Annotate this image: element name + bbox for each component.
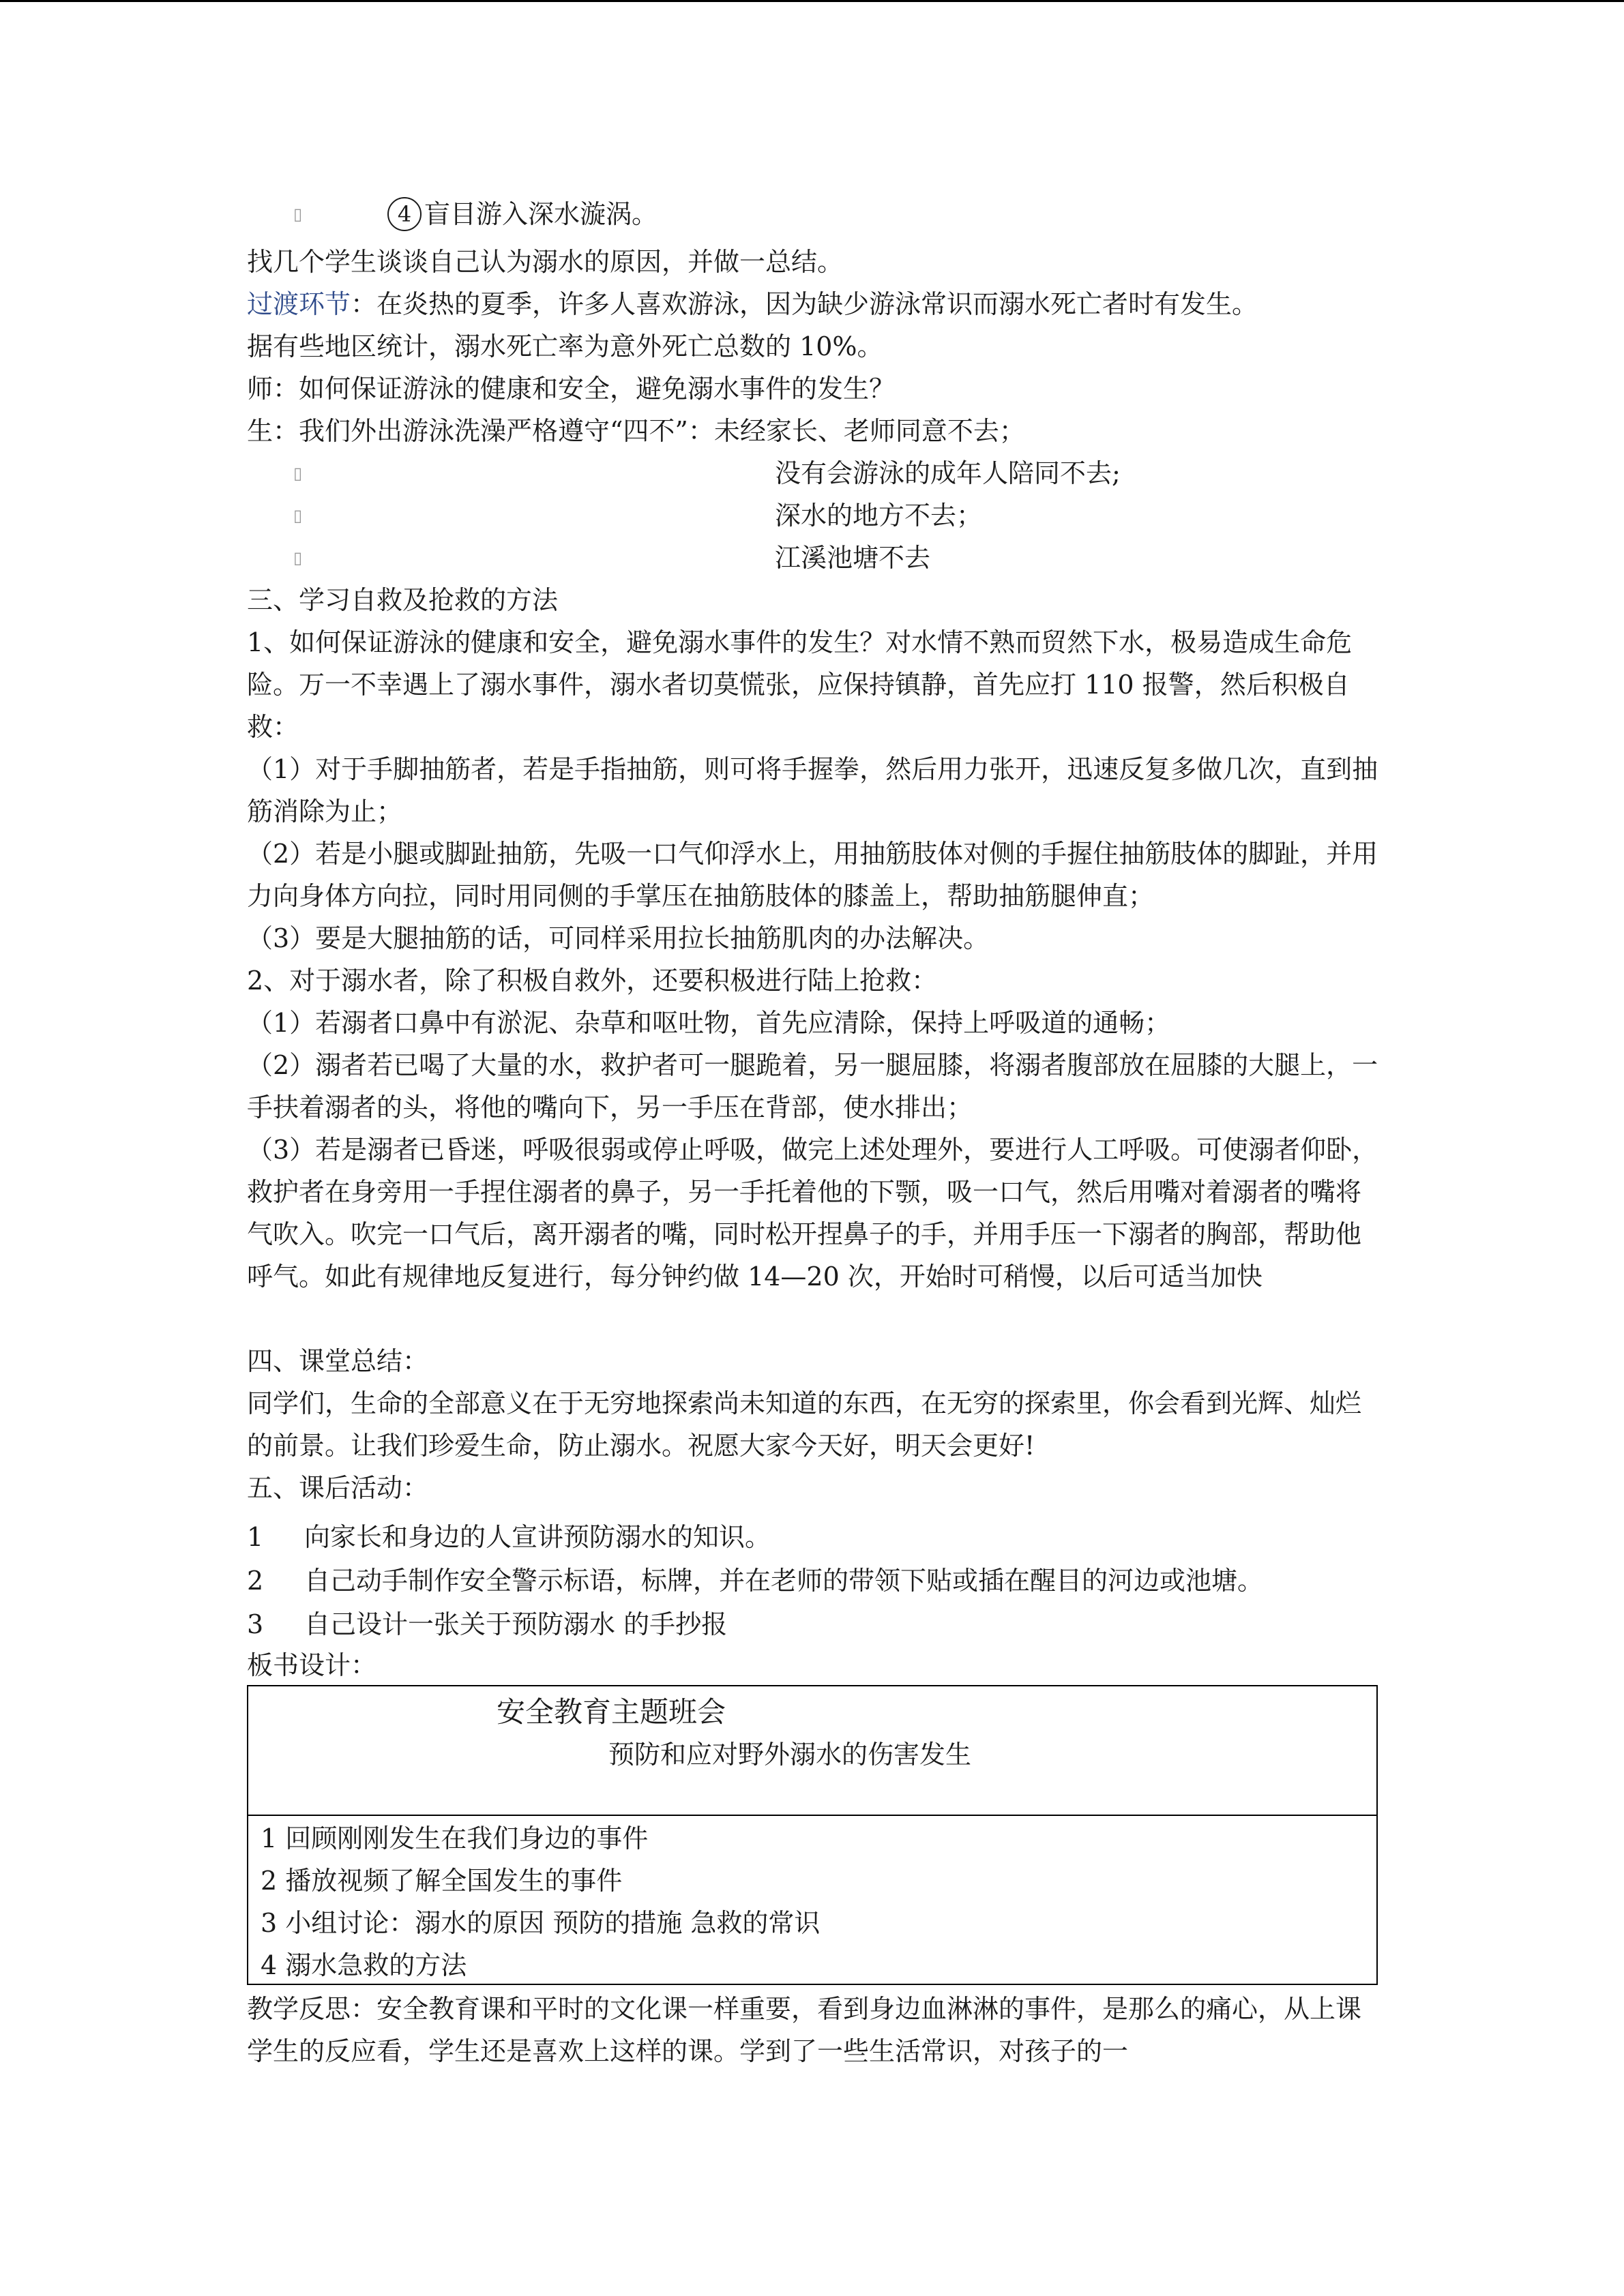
paragraph-summary: 同学们，生命的全部意义在于无穷地探索尚未知道的东西，在无穷的探索里，你会看到光辉、灿烂的前景。让我们珍爱生命，防止溺水。祝愿大家今天好，明天会更好!	[247, 1388, 1362, 1461]
paragraph-self-rescue: 1、如何保证游泳的健康和安全，避免溺水事件的发生？对水情不熟而贸然下水，极易造成生命危险。万一不幸遇上了溺水事件，溺水者切莫慌张，应保持镇静，首先应打 110 报警，然后积极自救：	[247, 627, 1353, 742]
line-text: 盲目游入深水漩涡。	[424, 199, 658, 229]
activity-text: 自己动手制作安全警示标语，标牌，并在老师的带领下贴或插在醒目的河边或池塘。	[304, 1566, 1264, 1596]
paragraph-land-rescue: 2、对于溺水者，除了积极自救外，还要积极进行陆上抢救：	[247, 966, 938, 996]
circled-number: 4	[387, 197, 422, 231]
paragraph-cpr: （3）若是溺者已昏迷，呼吸很弱或停止呼吸，做完上述处理外，要进行人工呼吸。可使溺者仰卧，救护者在身旁用一手捏住溺者的鼻子，另一手托着他的下颚，吸一口气，然后用嘴对着溺者的嘴将气吹入。吹完一口气后，离开溺者的嘴，同时松开捏鼻子的手，并用手压一下溺者的胸部，帮助他呼气。如此有规律地反复进行，每分钟约做 14—20 次，开始时可稍慢，以后可适当加快	[247, 1135, 1378, 1292]
board-design-label: 板书设计：	[247, 1650, 377, 1680]
activity-text: 自己设计一张关于预防溺水 的手抄报	[304, 1609, 728, 1639]
bullet-glyph: ▯	[293, 548, 303, 567]
board-subtitle: 预防和应对野外溺水的伤害发生	[608, 1740, 972, 1770]
board-divider	[248, 1815, 1376, 1816]
board-design-table	[247, 1685, 1378, 1985]
line-rule-4: 江溪池塘不去	[775, 543, 931, 573]
line-rule-3: 深水的地方不去；	[775, 501, 983, 531]
board-item: 4 溺水急救的方法	[261, 1950, 467, 1980]
line-rule-2: 没有会游泳的成年人陪同不去;	[775, 458, 1121, 488]
section-heading-5: 五、课后活动：	[247, 1473, 429, 1503]
line-reason-4	[387, 193, 1520, 235]
activity-text: 向家长和身边的人宣讲预防溺水的知识。	[304, 1522, 771, 1552]
bullet-glyph: ▯	[293, 205, 303, 224]
transition-label: 过渡环节	[247, 289, 351, 319]
transition-text: ：在炎热的夏季，许多人喜欢游泳，因为缺少游泳常识而溺水死亡者时有发生。	[351, 289, 1258, 319]
board-item: 1 回顾刚刚发生在我们身边的事件	[261, 1823, 649, 1853]
bullet-glyph: ▯	[293, 506, 303, 525]
paragraph-cramp-thigh: （3）要是大腿抽筋的话，可同样采用拉长抽筋肌肉的办法解决。	[247, 923, 990, 953]
activity-number: 3	[247, 1609, 264, 1639]
section-heading-4: 四、课堂总结：	[247, 1346, 429, 1376]
activity-number: 1	[247, 1522, 264, 1552]
paragraph-cramp-hand: （1）对于手脚抽筋者，若是手指抽筋，则可将手握拳，然后用力张开，迅速反复多做几次，直到抽筋消除为止；	[247, 754, 1378, 826]
line-teacher-question: 师：如何保证游泳的健康和安全，避免溺水事件的发生？	[247, 374, 896, 404]
line-summary: 找几个学生谈谈自己认为溺水的原因，并做一总结。	[247, 247, 844, 277]
paragraph-drain-water: （2）溺者若已喝了大量的水，救护者可一腿跪着，另一腿屈膝，将溺者腹部放在屈膝的大腿上，一手扶着溺者的头，将他的嘴向下，另一手压在背部，使水排出；	[247, 1050, 1378, 1122]
activity-item-3	[247, 1603, 1379, 1645]
line-transition	[247, 283, 1379, 325]
paragraph-clear-airway: （1）若溺者口鼻中有淤泥、杂草和呕吐物，首先应清除，保持上呼吸道的通畅；	[247, 1008, 1171, 1038]
paragraph-reflection: 教学反思：安全教育课和平时的文化课一样重要，看到身边血淋淋的事件，是那么的痛心，从上课学生的反应看，学生还是喜欢上这样的课。学到了一些生活常识，对孩子的一	[247, 1994, 1362, 2066]
line-student-answer: 生：我们外出游泳洗澡严格遵守“四不”：未经家长、老师同意不去；	[247, 416, 1025, 446]
activity-number: 2	[247, 1566, 264, 1596]
activity-item-2	[247, 1560, 1379, 1602]
board-title: 安全教育主题班会	[497, 1695, 726, 1729]
activity-item-1	[247, 1516, 1379, 1558]
paragraph-cramp-leg: （2）若是小腿或脚趾抽筋，先吸一口气仰浮水上，用抽筋肢体对侧的手握住抽筋肢体的脚趾，并用力向身体方向拉，同时用同侧的手掌压在抽筋肢体的膝盖上，帮助抽筋腿伸直；	[247, 839, 1378, 911]
line-statistics: 据有些地区统计，溺水死亡率为意外死亡总数的 10%。	[247, 331, 883, 361]
board-item: 2 播放视频了解全国发生的事件	[261, 1866, 623, 1896]
bullet-glyph: ▯	[293, 464, 303, 483]
section-heading-3: 三、学习自救及抢救的方法	[247, 585, 559, 615]
board-item: 3 小组讨论：溺水的原因 预防的措施 急救的常识	[261, 1908, 821, 1938]
